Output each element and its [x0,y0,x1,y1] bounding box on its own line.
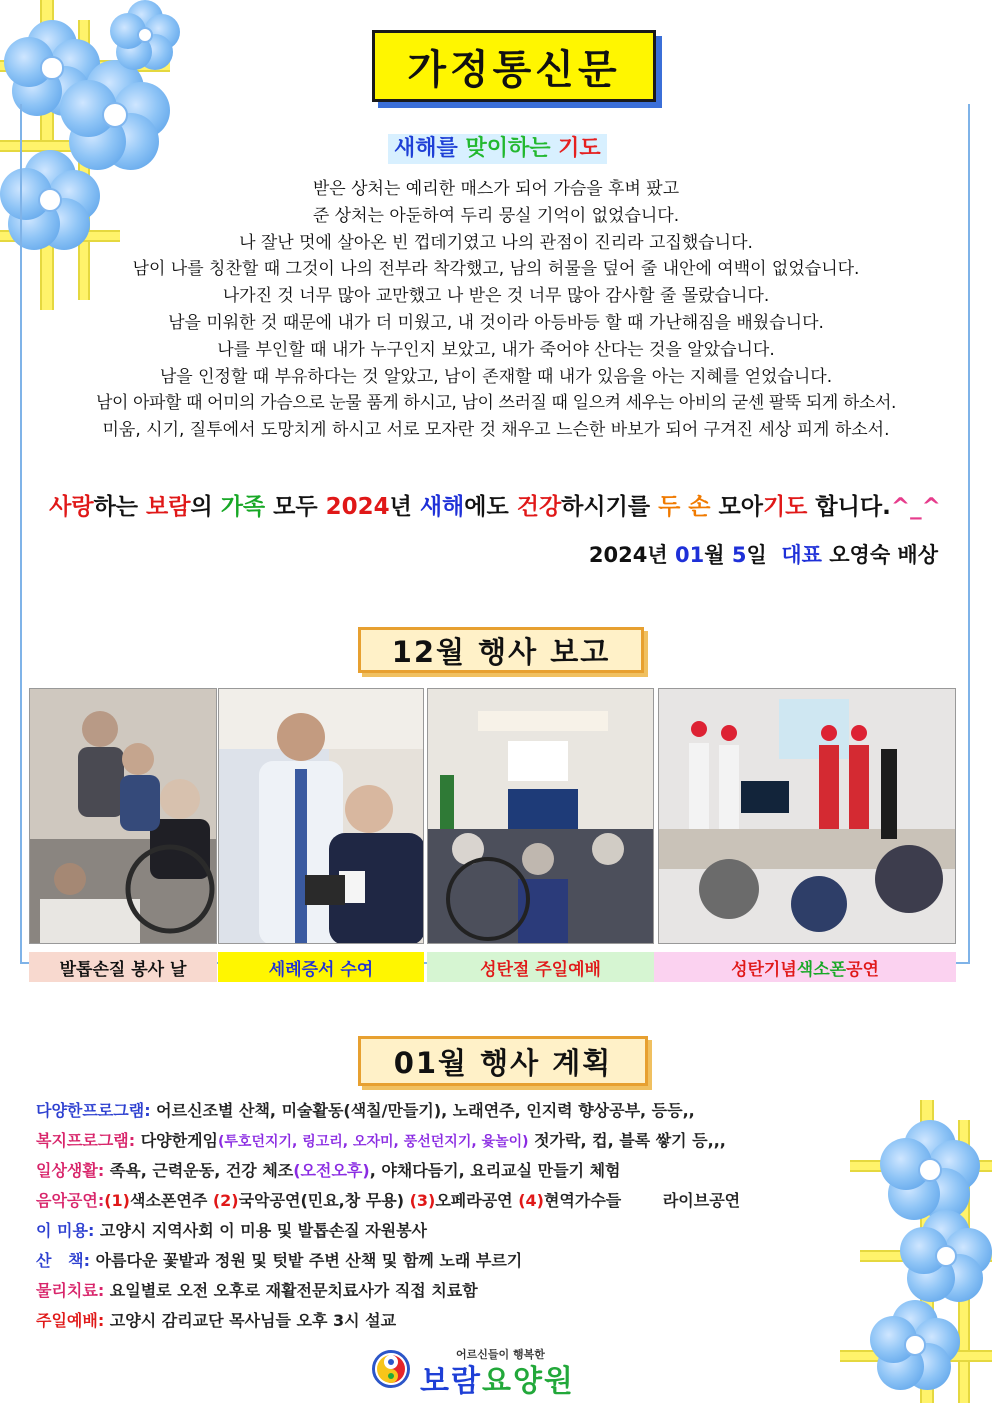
blessing-part: 의 [190,494,221,520]
blessing-part: 하는 [93,494,147,520]
prayer-line: 나가진 것 너무 많아 교만했고 나 받은 것 너무 많아 감사할 줄 몰랐습니다. [222,286,770,307]
prayer-text [26,176,966,444]
december-report-heading: 12월 행사 보고 [391,634,611,669]
program-label: 복지프로그램: [36,1131,136,1150]
program-row [36,1216,916,1246]
prayer-line: 미움, 시기, 질투에서 도망치게 하시고 서로 모자란 것 채우고 느슨한 바보가 되어 구겨진 세상 피게 하소서. [102,420,890,441]
program-text: 다양한게임 [135,1131,218,1150]
program-label: 일상생활: [36,1161,105,1180]
dateline [589,540,938,570]
date-month: 01 [674,543,705,567]
blessing-part: 보람 [146,494,191,520]
program-row [36,1156,916,1186]
photo-saxophone-concert [658,688,956,944]
blessing-part: 합니다. [807,494,891,520]
new-year-blessing [30,490,960,524]
blessing-part: 건강 [516,494,562,520]
date-year: 2024 [588,543,648,567]
boram-nursing-home-logo [372,1346,648,1399]
blessing-part: 가족 [220,494,266,520]
program-label: 다양한프로그램: [36,1101,151,1120]
newsletter-title-box [372,30,656,102]
prayer-line: 남이 나를 칭찬할 때 그것이 나의 전부라 착각했고, 남의 허물을 덮어 줄 내안에 여백이 없었습니다. [132,259,860,280]
blessing-part: 2024 [325,494,390,520]
program-label: 음악공연: [36,1191,105,1210]
prayer-line: 나 잘난 멋에 살아온 빈 껍데기였고 나의 관점이 진리라 고집했습니다. [239,232,753,253]
blessing-part: 모아 [710,494,763,520]
program-row [36,1126,916,1156]
program-item: 라이브공연 [662,1191,741,1210]
caption-christmas-worship-text: 성탄절 주일예배 [480,959,601,980]
date-day: 5 [731,543,747,567]
logo-tagline: 어르신들이 행복한 [456,1348,545,1361]
program-item: 현역가수들 [543,1191,627,1210]
logo-emblem-icon [372,1350,410,1388]
date-month-unit: 월 [704,543,732,567]
blessing-part: ^_^ [890,494,941,520]
program-text: 족욕, 근력운동, 건강 체조 [104,1161,294,1180]
blessing-part: 사랑 [49,494,94,520]
logo-name [420,1356,575,1400]
program-text: 어르신조별 산책, 미술활동(색칠/만들기), 노래연주, 인지력 향상공부, 등등,, [150,1101,695,1120]
newsletter-title: 가정통신문 [407,46,621,93]
representative-label: 대표 [781,543,822,567]
caption-baptism-text: 세례증서 수여 [268,959,374,980]
representative-name: 오영숙 배상 [829,543,938,567]
caption-foot-care-text: 발톱손질 봉사 날 [59,959,187,980]
logo-name-part-a: 보람 [420,1364,482,1399]
prayer-line: 나를 부인할 때 내가 누구인지 보았고, 내가 죽어야 산다는 것을 알았습니다. [217,339,775,360]
blessing-part: 새해 [419,494,465,520]
caption-saxophone [654,952,956,982]
program-item-number: (1) [104,1191,130,1210]
program-row [36,1096,916,1126]
prayer-heading-word-2: 맞이하는 [465,136,551,161]
caption-foot-care [29,952,217,982]
blessing-part: 모두 [265,494,326,520]
program-item-number: (2) [212,1191,239,1210]
program-text: 고양시 감리교단 목사님들 오후 3시 설교 [104,1311,397,1330]
january-program-list [36,1096,916,1336]
program-text: 아름다운 꽃밭과 정원 및 텃밭 주변 산책 및 함께 노래 부르기 [90,1251,523,1270]
program-row [36,1186,916,1216]
january-plan-heading: 01월 행사 계획 [393,1045,613,1080]
program-row [36,1306,916,1336]
program-item-number: (4) [518,1191,544,1210]
program-item: 오페라공연 [435,1191,519,1210]
program-detail: (투호던지기, 링고리, 오자미, 풍선던지기, 윷놀이) [218,1134,529,1150]
program-label: 산 책: [36,1251,91,1270]
photo-baptism-certificate [218,688,424,944]
blessing-part: 년 [389,494,420,520]
program-text: 고양시 지역사회 이 미용 및 발톱손질 자원봉사 [94,1221,428,1240]
caption-christmas-worship [427,952,654,982]
caption-saxophone-text-a: 성탄기념 [731,959,797,980]
prayer-heading-word-3: 기도 [558,136,601,161]
program-label: 주일예배: [36,1311,105,1330]
program-detail: (오전오후) [293,1161,370,1180]
prayer-line: 남을 미워한 것 때문에 내가 더 미웠고, 내 것이라 아등바등 할 때 가난해짐을 배웠습니다. [168,312,824,333]
program-text: , 야채다듬기, 요리교실 만들기 체험 [369,1161,621,1180]
program-label: 이 미용: [36,1221,95,1240]
prayer-line: 남이 아파할 때 어미의 가슴으로 눈물 품게 하시고, 남이 쓰러질 때 일으켜 세우는 아비의 굳센 팔뚝 되게 하소서. [95,393,897,414]
date-year-unit: 년 [647,543,675,567]
prayer-heading-word-1: 새해를 [394,136,458,161]
program-text: 젓가락, 컵, 블록 쌓기 등,,, [528,1131,726,1150]
prayer-line: 준 상처는 아둔하여 두리 뭉실 기억이 없었습니다. [312,205,680,226]
program-item: 색소폰연주 [130,1191,213,1210]
prayer-line: 받은 상처는 예리한 매스가 되어 가슴을 후벼 팠고 [312,179,680,199]
logo-name-part-b: 요양원 [481,1364,575,1399]
blessing-part: 하시기를 [561,494,659,520]
caption-saxophone-text-b: 색소폰 [796,959,847,980]
blessing-part: 두 손 [658,494,711,520]
december-report-heading-box [358,627,644,673]
caption-baptism [218,952,424,982]
caption-saxophone-text-c: 공연 [846,959,879,980]
program-row [36,1246,916,1276]
program-row [36,1276,916,1306]
program-text: 요일별로 오전 오후로 재활전문치료사가 직접 치료함 [104,1281,478,1300]
program-label: 물리치료: [36,1281,105,1300]
program-item-number: (3) [409,1191,436,1210]
date-day-unit: 일 [746,543,767,567]
prayer-heading [388,134,607,164]
photo-foot-care [29,688,217,944]
program-item: 국악공연(민요,창 무용) [238,1191,410,1210]
prayer-line: 남을 인정할 때 부유하다는 것 알았고, 남이 존재할 때 내가 있음을 아는 지혜를 얻었습니다. [159,366,833,387]
blessing-part: 에도 [464,494,517,520]
january-plan-heading-box [358,1036,648,1086]
photo-christmas-worship [427,688,654,944]
blessing-part: 기도 [762,494,808,520]
